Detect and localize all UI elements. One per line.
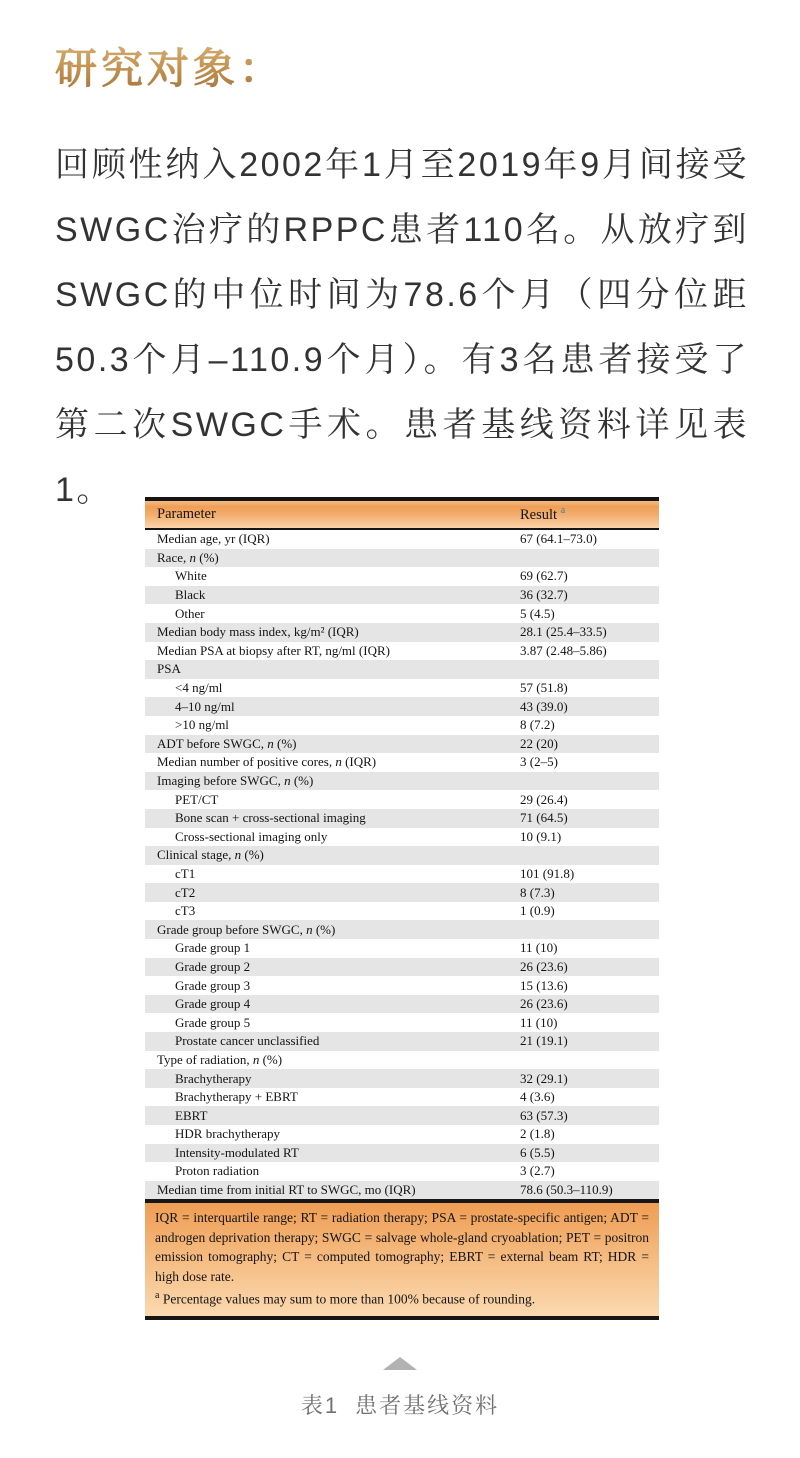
table-row <box>145 939 659 958</box>
row-result: 32 (29.1) <box>520 1070 568 1086</box>
footnote-marker: a <box>155 1290 160 1302</box>
row-parameter: Median PSA at biopsy after RT, ng/ml (IQR) <box>157 642 390 658</box>
table-caption: 表1 患者基线资料 <box>300 1393 500 1418</box>
row-parameter: Grade group 1 <box>175 940 251 956</box>
body-paragraph: 回顾性纳入2002年1月至2019年9月间接受SWGC治疗的RPPC患者110名。从放疗到SWGC的中位时间为78.6个月（四分位距50.3个月–110.9个月）。有3名患者接受了第二次SWGC手术。患者基线资料详见表1。 <box>55 146 749 509</box>
table-row <box>145 716 659 735</box>
row-parameter: Brachytherapy + EBRT <box>175 1089 298 1105</box>
table-row <box>145 697 659 716</box>
table-row <box>145 604 659 623</box>
row-parameter: >10 ng/ml <box>175 717 229 733</box>
table-row <box>145 679 659 698</box>
baseline-table <box>145 497 659 1320</box>
result-footnote-marker: a <box>560 505 566 517</box>
table-footnotes <box>145 1199 659 1320</box>
table-row <box>145 1032 659 1051</box>
row-parameter: Grade group 4 <box>175 996 251 1012</box>
row-parameter: White <box>175 568 207 584</box>
table-row <box>145 809 659 828</box>
row-parameter: Proton radiation <box>175 1163 260 1179</box>
table-row <box>145 1181 659 1200</box>
table-row <box>145 549 659 568</box>
table-row <box>145 828 659 847</box>
table-header-parameter: Parameter <box>157 506 216 522</box>
row-result: 28.1 (25.4–33.5) <box>520 624 607 640</box>
table-row <box>145 1125 659 1144</box>
row-parameter: Median age, yr (IQR) <box>157 531 270 547</box>
table-row <box>145 883 659 902</box>
row-result: 3.87 (2.48–5.86) <box>520 642 607 658</box>
rounding-note: $^a$ Percentage values may sum to more than 100% because of rounding. <box>155 1290 536 1307</box>
row-parameter: Type of radiation, n (%) <box>157 1051 283 1067</box>
row-result: 15 (13.6) <box>520 977 568 993</box>
table-body <box>145 530 659 1199</box>
row-parameter: PET/CT <box>175 791 219 807</box>
table-row <box>145 865 659 884</box>
row-parameter: Grade group before SWGC, n (%) <box>157 921 336 937</box>
row-result: 11 (10) <box>520 940 558 956</box>
row-result: 69 (62.7) <box>520 568 568 584</box>
row-parameter: cT3 <box>175 903 196 919</box>
table-row <box>145 1013 659 1032</box>
row-parameter: Grade group 5 <box>175 1014 251 1030</box>
table-row <box>145 976 659 995</box>
table-row <box>145 735 659 754</box>
row-parameter: 4–10 ng/ml <box>175 698 235 714</box>
row-parameter: Grade group 3 <box>175 977 251 993</box>
row-result: 5 (4.5) <box>520 605 555 621</box>
row-parameter: HDR brachytherapy <box>175 1126 281 1142</box>
table-row <box>145 753 659 772</box>
row-parameter: Grade group 2 <box>175 958 251 974</box>
table-row <box>145 586 659 605</box>
table-row <box>145 1162 659 1181</box>
table-row <box>145 790 659 809</box>
section-heading: 研究对象： <box>55 36 285 96</box>
row-result: 8 (7.2) <box>520 717 555 733</box>
table-header-result: Result $^a$ <box>520 505 566 523</box>
row-parameter: cT2 <box>175 884 196 900</box>
row-parameter: Median number of positive cores, n (IQR) <box>157 754 377 770</box>
row-parameter: Bone scan + cross-sectional imaging <box>175 810 366 826</box>
row-result: 11 (10) <box>520 1014 558 1030</box>
row-parameter: Clinical stage, n (%) <box>157 847 264 863</box>
row-result: 67 (64.1–73.0) <box>520 531 597 547</box>
row-result: 101 (91.8) <box>520 865 575 881</box>
table-row <box>145 1069 659 1088</box>
row-result: 22 (20) <box>520 735 558 751</box>
row-parameter: EBRT <box>175 1107 208 1123</box>
row-result: 26 (23.6) <box>520 958 568 974</box>
table-row <box>145 920 659 939</box>
row-parameter: Cross-sectional imaging only <box>175 828 328 844</box>
row-result: 3 (2.7) <box>520 1163 555 1179</box>
table-row <box>145 958 659 977</box>
row-result: 21 (19.1) <box>520 1033 568 1049</box>
row-parameter: cT1 <box>175 865 196 881</box>
row-result: 63 (57.3) <box>520 1107 568 1123</box>
row-parameter: Intensity-modulated RT <box>175 1144 299 1160</box>
table-row <box>145 1106 659 1125</box>
table-row <box>145 623 659 642</box>
row-result: 4 (3.6) <box>520 1089 555 1105</box>
table-row <box>145 1051 659 1070</box>
table-row <box>145 995 659 1014</box>
collapse-triangle-icon[interactable] <box>383 1357 417 1370</box>
row-parameter: PSA <box>157 661 181 677</box>
table-row <box>145 902 659 921</box>
row-result: 29 (26.4) <box>520 791 568 807</box>
row-parameter: Median body mass index, kg/m² (IQR) <box>157 624 359 640</box>
row-parameter: <4 ng/ml <box>175 680 223 696</box>
table-row <box>145 1144 659 1163</box>
table-row <box>145 660 659 679</box>
row-result: 36 (32.7) <box>520 587 568 603</box>
row-parameter: Median time from initial RT to SWGC, mo (IQR) <box>157 1182 416 1198</box>
row-result: 26 (23.6) <box>520 996 568 1012</box>
row-result: 8 (7.3) <box>520 884 555 900</box>
row-parameter: Black <box>175 587 206 603</box>
row-result: 43 (39.0) <box>520 698 568 714</box>
row-parameter: Race, n (%) <box>157 549 219 565</box>
table-row <box>145 846 659 865</box>
table-row <box>145 772 659 791</box>
table-row <box>145 567 659 586</box>
row-parameter: ADT before SWGC, n (%) <box>157 735 297 751</box>
row-result: 57 (51.8) <box>520 680 568 696</box>
row-parameter: Imaging before SWGC, n (%) <box>157 773 314 789</box>
row-result: 6 (5.5) <box>520 1144 555 1160</box>
row-result: 78.6 (50.3–110.9) <box>520 1182 613 1198</box>
row-result: 71 (64.5) <box>520 810 568 826</box>
row-result: 1 (0.9) <box>520 903 555 919</box>
row-result: 3 (2–5) <box>520 754 558 770</box>
abbreviation-note: IQR = interquartile range; RT = radiation therapy; PSA = prostate-specific antigen; ADT = androgen deprivation therapy; SWGC = salvage whole-gland cryoablation; PET = positron emission tomography; CT = computed tomography; EBRT = external beam RT; HDR = high dose rate. <box>155 1210 649 1284</box>
row-parameter: Other <box>175 605 205 621</box>
row-parameter: Prostate cancer unclassified <box>175 1033 320 1049</box>
table-row <box>145 1088 659 1107</box>
table-row <box>145 642 659 661</box>
table-header-row <box>145 497 659 530</box>
table-row <box>145 530 659 549</box>
row-result: 2 (1.8) <box>520 1126 555 1142</box>
row-parameter: Brachytherapy <box>175 1070 252 1086</box>
row-result: 10 (9.1) <box>520 828 562 844</box>
